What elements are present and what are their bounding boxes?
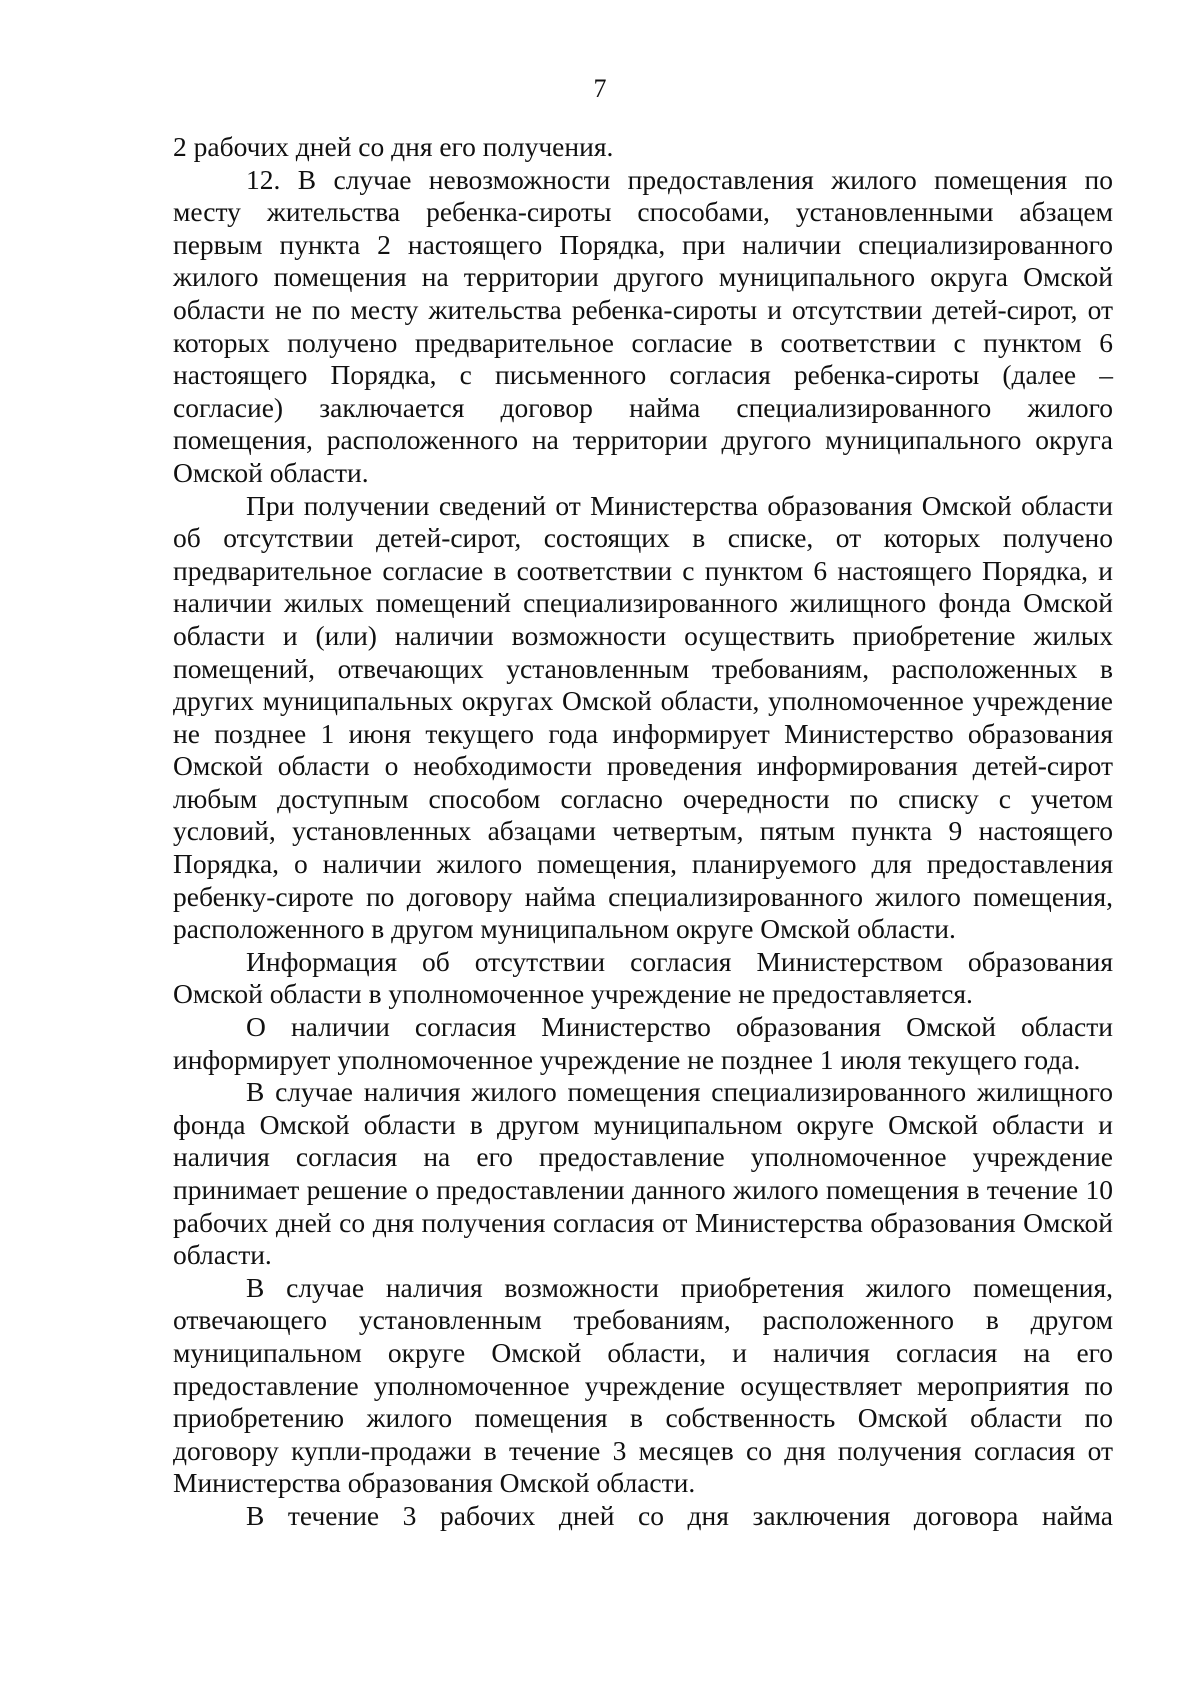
page-number: 7 (593, 74, 607, 103)
paragraph: В случае наличия жилого помещения специализированного жилищного фонда Омской области в другом муниципальном округе Омской области и наличия согласия на его предоставление уполномоченное учреждение принимает решение о предоставлении данного жилого помещения в течение 10 рабочих дней со дня получения согласия от Министерства образования Омской области. (173, 1076, 1113, 1271)
document-body (173, 131, 1113, 1533)
paragraph: О наличии согласия Министерство образования Омской области информирует уполномоченное учреждение не позднее 1 июля текущего года. (173, 1011, 1113, 1075)
paragraph: При получении сведений от Министерства образования Омской области об отсутствии детей-сирот, состоящих в списке, от которых получено предварительное согласие в соответствии с пунктом 6 настоящего Порядка, и наличии жилых помещений специализированного жилищного фонда Омской области и (или) наличии возможности осуществить приобретение жилых помещений, отвечающих установленным требованиям, расположенных в других муниципальных округах Омской области, уполномоченное учреждение не позднее 1 июня текущего года информирует Министерство образования Омской области о необходимости проведения информирования детей-сирот любым доступным способом согласно очередности по списку с учетом условий, установленных абзацами четвертым, пятым пункта 9 настоящего Порядка, о наличии жилого помещения, планируемого для предоставления ребенку-сироте по договору найма специализированного жилого помещения, расположенного в другом муниципальном округе Омской области. (173, 489, 1113, 945)
paragraph: 12. В случае невозможности предоставления жилого помещения по месту жительства ребенка-сироты способами, установленными абзацем первым пункта 2 настоящего Порядка, при наличии специализированного жилого помещения на территории другого муниципального округа Омской области не по месту жительства ребенка-сироты и отсутствии детей-сирот, от которых получено предварительное согласие в соответствии с пунктом 6 настоящего Порядка, с письменного согласия ребенка-сироты (далее – согласие) заключается договор найма специализированного жилого помещения, расположенного на территории другого муниципального округа Омской области. (173, 163, 1113, 488)
paragraph: 2 рабочих дней со дня его получения. (173, 131, 614, 162)
paragraph: В течение 3 рабочих дней со дня заключения договора найма (246, 1499, 1113, 1531)
paragraph: Информация об отсутствии согласия Министерством образования Омской области в уполномоченное учреждение не предоставляется. (173, 945, 1113, 1010)
paragraph: В случае наличия возможности приобретения жилого помещения, отвечающего установленным требованиям, расположенного в другом муниципальном округе Омской области, и наличия согласия на его предоставление уполномоченное учреждение осуществляет мероприятия по приобретению жилого помещения в собственность Омской области по договору купли-продажи в течение 3 месяцев со дня получения согласия от Министерства образования Омской области. (173, 1271, 1113, 1499)
